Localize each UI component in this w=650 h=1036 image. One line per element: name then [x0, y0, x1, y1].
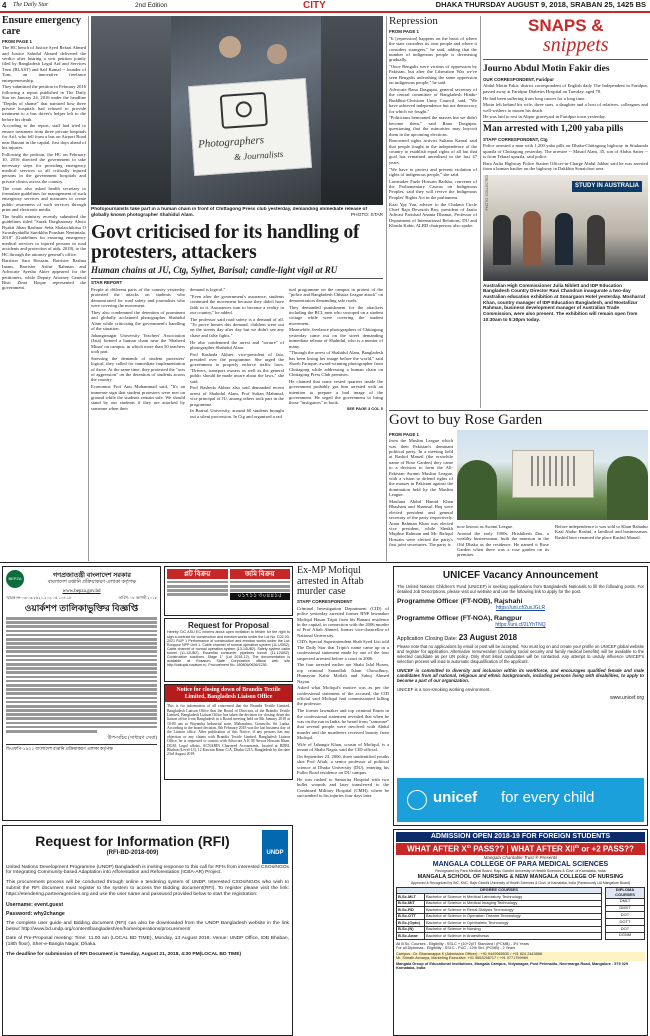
paragraph: Before independence it was sold to Khan Bahadur Kazi Abdur Rashid, a landlord and businessman. Rashid later renamed the place Rashid Manzil.: [555, 524, 648, 540]
paragraph: Lawmaker Fazle Hossain Badsha, convener of the Parliamentary Caucus on Indigenous Peoples, said they will revive the Indigenous Peoples' Rights Act in the parliament.: [389, 178, 477, 200]
land-sale-title: জমি বিক্রয়: [230, 569, 291, 579]
snap2-byline: STAFF CORRESPONDENT, Ctg: [483, 136, 548, 142]
paragraph: On September 23, 2006, three unidentified youths shot Prof Aftab, a senior professor of political science at Dhaka University (DU), entering his Fuller Road residence on DU campus.: [297, 754, 389, 776]
sale-ad: [164, 566, 293, 616]
mangala-contact-1: Campus : Dr. Bhavanappa K (Admission Officer) : +91 9449965530 / +91 824 2443888: [396, 952, 645, 956]
unicef-url[interactable]: www.unicef.org: [610, 694, 644, 701]
mofiqul-story: [297, 566, 389, 1036]
table-row: B.Sc.MIT Bachelor of Science in Medical Imaging Technology: [397, 900, 602, 907]
rfp-ad: [164, 618, 293, 682]
left-story: [2, 16, 86, 556]
bepza-dfp: ডিএফপি-১৯২১ বাংলাদেশ রপ্তানি প্রক্রিয়াকরণ এলাকা কর্তৃপক্ষ: [6, 744, 157, 751]
paragraph: The HC bench of Justice Syed Refaat Ahmed and Justice Sahidul Ahmed delivered the verdict after hearing a writ petition jointly filed by Bangladesh Legal Aid and Services Trust (BLAST) and Saif Kamal -- founder of Tom, an innovative freelance entrepreneurship.: [2, 45, 86, 83]
protest-photo: [91, 16, 383, 205]
bepza-memo: স্মারক নং-০৩.০৩.২৬২১.২০২.০৫.১০৪.১৮: [6, 595, 72, 600]
snap1-byline: OUR CORRESPONDENT, Faridpur: [483, 76, 554, 82]
repression-byline: FROM PAGE 1: [389, 29, 419, 35]
rfi-title: Request for Information (RFI): [35, 833, 230, 849]
paragraph: Police arrested a man with 1,200 yaba pills on Dhaka-Chittagong highway in Sitakunda upazila of Chittagong yesterday. The arrestee -- Masud Alam, 35, son of Abdus Satter -- is from Teknaf upazila, said police.: [483, 143, 648, 160]
main-story: [91, 223, 383, 558]
paragraph: He had been suffering from long cancer for a long time.: [483, 95, 586, 101]
globe-icon: [407, 790, 427, 810]
paragraph: Prof Rasheda Akhter, vice-president of Jata, presided over the programme. She urged the government to properly enforce traffic laws. "Drivers, transport owners as well as the general public should be made aware about the laws," she said.: [190, 351, 284, 384]
unicef-tagline: for every child: [501, 789, 595, 806]
bepza-notice-title: ওয়ার্কশপ তালিকাভুক্তির বিজ্ঞপ্তি: [24, 603, 139, 614]
main-subhead: Human chains at JU, Ctg, Sylhet, Barisal; candle-light vigil at RU: [91, 265, 338, 276]
unicef-deadline: 23 August 2018: [458, 632, 518, 642]
mangala-question-3: or +2 PASS??: [581, 844, 634, 854]
paragraph: "It [repression] happens on the basis of where the state considers its own people and where it considers strangers," he said, adding that the number of indigenous people is decreasing gradually.: [389, 35, 477, 63]
bepza-body-lines: [6, 617, 157, 733]
rose-col-1: [389, 430, 453, 549]
snap2-headline: Man arrested with 1,200 yaba pills: [483, 124, 624, 135]
paragraph: Renowned rights activist Sultana Kamal said that people fought in the independence of the country to establish equal rights of all but that goal has remained unrealised in the last 47 years.: [389, 138, 477, 165]
rfp-title: Request for Proposal: [188, 621, 269, 630]
bepza-signatory: উপ-সচিব (সাধারণ সেবা): [107, 735, 157, 741]
rfi-p2: This procurement process will be conducted through online e tendering system of UNDP. Interested CSOs/NGOs who wish to submit the RFI document must register to the system to access the Bidding document(RFI). To register please visit the link: https://etendering.partneragencies.org and use the user name and password provided below to start the registration:: [6, 880, 289, 897]
paragraph: The health ministry recently submitted the guidelines titled "Sarak Durghatonay Ahoto Byakti Jiban Bashnor Seba Shalaichikitsa O Swasthyabidhi Sarokkha Poushan Nentimala, 2018" (Guidelines for ensuring emergency medical services to injured persons in road accidents and protection of aids, 2018), to the HC through the attorney general's office.: [2, 213, 86, 257]
unicef-banner: [397, 778, 644, 822]
unicef-intro: The United Nations Children's Fund (UNICEF) is seeking applications from Bangladeshi Nationals to fill the following posts. For detailed Job Descriptions, please visit our website and use the following link to apply for the post.: [397, 583, 644, 594]
paragraph: demand is logical.": [190, 287, 226, 292]
undp-logo: UNDP: [262, 830, 288, 864]
placard-text-2: & Journalists: [233, 148, 284, 163]
mangala-school: MANGALA SCHOOL OF NURSING & NEW MANGALA COLLEGE OF NURSING: [417, 874, 624, 881]
mangala-question: WHAT AFTER Xth PASS?? | WHAT AFTER XIIth or +2 PASS??: [396, 843, 645, 855]
sale-phone: ০১৭১১ ৩০৪৪১৫: [230, 593, 291, 600]
table-row: B.Sc.(N) Bachelor of Science in Nursing: [397, 926, 602, 933]
unicef-link-2[interactable]: https://uni.cf/2LYhTNQ: [495, 621, 546, 628]
paragraph: "Politicians bemoaned the masses but we didn't become them," said Rana Dasgupta, questioning that the minorities may boycott them in the upcoming elections.: [389, 115, 477, 137]
paragraph: The court also asked health secretary to formulate guidelines for management of such emergency services and measures to create public awareness of such services through print and electronic media.: [2, 185, 86, 213]
plot-sale-title: প্লট বিক্রয়: [167, 569, 228, 579]
mangala-ad: [393, 829, 648, 1036]
paragraph: Wife of Jahangir Khan, cousin of Mofiqul, is a tenant of Shahi Nagar, said the CID official.: [297, 741, 389, 753]
expo-banner: STUDY IN AUSTRALIA: [572, 181, 642, 192]
unicef-post-2: Programme Officer (FT-NOA), Rangpur: [397, 614, 522, 622]
table-row: B.Sc.OTT Bachelor of Science in Operation Theatre Technology: [397, 913, 602, 920]
table-row: DOT: [606, 926, 645, 933]
paragraph: Stressing the demands of student protesters' logical, they called for immediate implementation of those. At the same time, they protested the "acts of aggression" on the detention of students across the country.: [91, 355, 185, 383]
edition-label: 2nd Edition: [135, 2, 168, 9]
paragraph: People at different parts of the country yesterday protested the attacks on students who demonstrated for road safety and journalists who were covering the movement.: [91, 287, 185, 309]
paragraph: They demanded punishment for the attackers including the BCL men who swooped on a student cottage while were covering the student movement.: [289, 304, 383, 326]
degree-table: [396, 887, 602, 940]
paragraph: Motin left behind his wife, three sons, a daughter and a host of relatives, colleagues and well-wishers to mourn his death.: [483, 102, 648, 113]
bepza-gov-title: গণপ্রজাতন্ত্রী বাংলাদেশ সরকার: [52, 572, 132, 580]
mangala-college: MANGALA COLLEGE OF PARA MEDICAL SCIENCES: [432, 860, 609, 868]
unicef-note-1: Please note that no applications by email or post will be accepted. You must log on and create your profile on UNICEF global website and register for application. Alternative remuneration (including social security and family medical benefits) will be available to the selected candidate as per UN policy. Only short listed candidates will be contacted. Any attempt to unduly influence UNICEF's selection process will lead to automatic disqualification of the applicant.: [397, 644, 644, 665]
photo-credit: PHOTO: STAR: [350, 212, 383, 218]
paragraph: "Through the arrest of Shahidul Alam, Bangladesh has been losing her image before the world," said Shoeb Faruque, award-winning photographer from Chittagong while addressing a human chain on Chittagong Press Club premises.: [289, 350, 383, 377]
placard-text-1: Photographers: [197, 134, 265, 151]
paragraph: They also condemned the detention of prominent and globally acclaimed photographer Shahidul Alam while criticising the government's handling of the situation.: [91, 309, 185, 332]
snap1-headline: Journo Abdul Motin Fakir dies: [483, 64, 610, 74]
mangala-address: Mangala Group of Educational Institutions, Mangala Campus, Vidyanagar, Post Pelenaidu, Neermarga Road, Mangalore - 575 029 Karnataka, India: [396, 961, 629, 971]
paragraph: Bara Aulia Highway Police Station Officer-in-Charge Abdul Jabbar said he was arrested from a human haulier on the highway in Dakkhin Sonaichari area.: [483, 160, 648, 172]
mangala-approved: Approved & Recognized by INC, KNC, Rajiv Gandhi University of Health Sciences & Govt. of Karnataka, India (Paramounty Ltd Mangalore Board): [411, 880, 630, 885]
paragraph: Maulana Abdul Hamid Khan Bhashani and Shamsul Haq were elected president and general secretary of the party respectively. Ataur Rahman Khan was elected vice president, while Sheikh Mujibur Rahman and Mr. Rafiqul Hossain were elected the party's first joint secretaries. The party is: [389, 498, 453, 548]
rose-headline: Govt to buy Rose Garden: [389, 412, 543, 428]
unicef-note-2: UNICEF is committed to diversity and inclusion within its workforce, and encourages qualified female and male candidates from all national, religious and ethnic backgrounds, including persons living with disabilities, to apply to become a part of our organization.: [397, 667, 644, 684]
paragraph: In Barisal University, around 60 students brought out a silent procession. In Ctg and organised a rad: [190, 408, 284, 419]
dateline: DHAKA THURSDAY AUGUST 9, 2018, SRABAN 25, 1425 BS: [435, 0, 646, 9]
paragraph: Following the petition, the HC on February 10, 2016 directed the government to take necessary steps for providing emergency medical services to all critically injured persons in the government hospitals and private clinics across the country.: [2, 151, 86, 184]
bepza-website[interactable]: www.bepza.gov.bd: [62, 589, 101, 594]
mangala-eligibility-1: All B.Sc. Courses - Eligibility : SSLC + (10+2)/IT Standard / (PCMB) - 3½ Years: [396, 941, 529, 946]
repression-headline: Repression: [389, 16, 438, 27]
diploma-title: DIPLOMA COURSES: [606, 887, 645, 898]
mofiqul-headline: Ex-MP Mofiqul arrested in Aftab murder case: [297, 566, 364, 597]
rfi-p3: The complete user guide and Bidding document (RFI) can also be downloaded from the UNDP Bangladesh website in the link below: http://www.bd.undp.org/content/bangladesh/en/home/operations/procurement/: [6, 920, 289, 932]
jump-line: SEE PAGE 3 COL 5: [346, 406, 383, 412]
paragraph: tual programme on the campus in protest of the "police and Bangladesh Chhatra League attack" on demonstrators demanding safe roads.: [289, 287, 383, 303]
unicef-link-1[interactable]: https://uni.cf/2uxJGLR: [495, 604, 546, 611]
mofiqul-byline: STAFF CORRESPONDENT: [297, 599, 353, 604]
unicef-smoke: UNICEF is a non-smoking working environment.: [397, 686, 491, 692]
rfi-deadline: The deadline for submission of RFI Document is Tuesday, August 21, 2018, 4:30 PM(LOCAL BD TIME): [6, 951, 242, 957]
table-row: DGNM: [606, 932, 645, 939]
unicef-deadline-label: Application Closing Date:: [397, 635, 458, 642]
paragraph: According to the report, staff had tried to ensure treatment from three private hospitals for Arif, who fell from a bus on Airport Road near Banani in the capital, first days ahead of his injuries.: [2, 123, 86, 151]
paragraph: He was rushed to Samorita Hospital with two bullet wounds and later transferred to the Combined Military Hospital (CMH), where he succumbed to his injuries four days later.: [297, 776, 389, 799]
table-row: B.Sc.MLT Bachelor of Science in Medical Laboratory Technology: [397, 894, 602, 901]
unicef-vacancy: [393, 566, 648, 826]
paragraph: The four arrested earlier are Shahi Jalal Hosen, top criminal Sanaullah Islam Chowdhury, Humayun Kabir Mollah and Sabuj Ahmed Nayan.: [297, 662, 389, 684]
snaps-title-2: snippets: [543, 34, 609, 56]
page-header: [0, 0, 650, 13]
paragraph: "Once Bengalis were victims of oppression by Pakistan, but after the Liberation War we've seen Bengalis unleashing the same oppression on indigenous people," he said.: [389, 64, 477, 86]
paragraph: Abdul Motin Fakir, district correspondent of English daily The Independent in Faridpur, passed away at Faridpur Diabetes Hospital on Tuesday, aged 78.: [483, 83, 648, 94]
unicef-title: UNICEF Vacancy Announcement: [442, 570, 599, 581]
placard: [188, 78, 312, 176]
mangala-trust: Mangala Charitable Trust ® Presents: [483, 855, 558, 861]
paragraph: now known as Awami League.: [457, 524, 514, 529]
rfi-username: Username: event.guest: [6, 901, 64, 908]
main-col-1: [91, 287, 185, 412]
rose-garden-photo: [457, 430, 648, 520]
rfi-ref: (RFI-BD-2018-009): [106, 849, 159, 856]
repression-story: [389, 16, 477, 408]
rfi-p1: United Nations Development Programme (UNDP) Bangladesh is inviting response to this call for RFIs from interested CSOs/NGOs for Integrating Community-based Adaptation into Afforestation and Reforestation (ICBA-AR) Project.: [6, 864, 289, 876]
paragraph: They submitted the petition in February 2016 following a report published in The Daily Star on January 24, 2016 under the headline "Depths of shame" that narrated how three private hospitals had refused to provide treatment to a bus driver's helper left to die before his death.: [2, 84, 86, 122]
rfi-meeting: Date of Pre-Proposal meeting: Time: 11.00 am (LOCAL BD TIME), Monday, 13 August 2018. Venue: UNDP Office, IDB Bhaban, (18th floor), Sher-e-Bangla Nagar, Dhaka.: [6, 936, 289, 948]
rose-byline: FROM PAGE 1: [389, 431, 419, 437]
paragraph: He claimed that some vested quarters inside the government probably got him arrested with an intention to prepare a bad image of the government. He urged the government to bring those "instigators" to book.: [289, 378, 383, 406]
brandix-notice: [164, 684, 293, 780]
bepza-notice: [2, 566, 161, 821]
mangala-question-2: PASS?? | WHAT AFTER XII: [473, 844, 575, 854]
paragraph: Advocate Rana Dasgupta, general secretary of the central committee of Bangladesh Hindu-Buddhist-Christian Unity Council, said, "We have achieved independence but not democracy for which we fought.": [389, 86, 477, 114]
diploma-table: [605, 887, 645, 940]
unicef-brand: unicef: [433, 789, 478, 806]
paragraph: Economist Prof Anu Muhammad said, "It's an immense sign that student protesters were met on ground while the students remain safe. We should stand by our students if they are attacked by someone when their: [91, 384, 185, 411]
snaps-title: [483, 16, 648, 60]
paragraph: Criminal Investigation Department (CID) of police yesterday arrested former BNP lawmaker Mofiqul Hasan Tripti from his Banani residence in the capital, in connection with the 2006 murder of Prof Aftab Ahmed, former vice-chancellor of National University.: [297, 605, 389, 638]
mangala-recog: Recognized by Para Medical Board, Raju Gandhi University of Health Sciences & Govt. of Karnataka, India: [435, 868, 606, 873]
expo-photo: [483, 175, 648, 281]
paragraph: The former lawmaker and top criminal Emon in the confessional statement revealed that when he was on the run in India, he heard from "someone" that several people were involved with Abdul murder and the murderers received bounty from Mofiqul.: [297, 708, 389, 741]
paragraph: Kazi Ypy Yan, adviser to the Chakma Circle Chief Raja Devasish Roy, president of Jaatio Adivasi Parishad Ananta Dhamai, Professor of Department of International Relations, DU and Khushi Kabir, ALRD chairperson, also spoke.: [389, 201, 477, 229]
paragraph: Asked what Mofiqul's motive was as per the confessional statement of the accused, the CID official said Mofiqul had commissioned killing the professor.: [297, 685, 389, 707]
camera-icon: [220, 92, 268, 129]
paragraph: Around the early 1900s, Hrishikesh Das, a wealthy businessman, built the mansion in the Old Dhaka as the residence. He named it Rose Garden when there was a rose garden on its premises.: [457, 530, 549, 558]
paragraph: "We have to protect and prevent violation of rights of indigenous people," she said.: [389, 166, 477, 177]
bepza-org: বাংলাদেশ রপ্তানি প্রক্রিয়াকরণ এলাকা কর্তৃপক্ষ: [47, 579, 137, 585]
left-story-byline: FROM PAGE 1: [2, 38, 32, 44]
mangala-admission: ADMISSION OPEN 2018-19 FOR FOREIGN STUDENTS: [396, 832, 645, 842]
rose-col-2: [457, 524, 549, 559]
expo-caption: Australian High Commissioner Julia Niblett and IDP Education Bangladesh Country Director Ravi Chandran inaugurate a two-day Australian education exhibition at Sonargaon Hotel yesterday. Mosharraf Khan, country manager of IDP Education Bangladesh, and Mostafizur Rahman, business development manager of Australian Trade Commission, were also present. The exhibition will remain open from 10:30am to 5:30pm today.: [483, 282, 646, 322]
rose-col-3: [555, 524, 648, 542]
table-row: B.Sc.Anae Bachelor of Science in Anaesthesia: [397, 933, 602, 940]
table-row: B.Sc.(Opto) Bachelor of Science in Ophthalmic Technology: [397, 920, 602, 927]
snaps-title-1: SNAPS &: [528, 16, 604, 35]
bepza-date: তারিখ: ০৮ আগস্ট ২০১৮: [118, 595, 157, 600]
paragraph: from the Muslim League which was then Pakistan's dominant political party. In a meeting held at Rashid Manzil (the erstwhile name of Rose Garden) they came to a decision to form the All-Pakistan Awami Muslim League, with a vision to defend rights of the masses in Pakistan against the domination held by the Muslim League.: [389, 438, 453, 498]
paragraph: He also condemned the arrest and "torture" of photographer Shahidul Alam.: [190, 339, 284, 350]
paragraph: Jahangirnagar University Teachers' Association (Jata) formed a human chain near the 'Shaheed Minar' on campus, in which more than 50 teachers took part.: [91, 332, 185, 355]
main-byline: STAR REPORT: [91, 280, 123, 286]
mangala-eligibility-2: For all Diplomas - Eligibility : SSLC - PUC - 12th Std. (PCMB) - 2 Years: [396, 946, 516, 951]
rfp-body: Hereby CIC ASU EC informs about open invitation to tender for the right to sign a contract for construction and erection works under the Lot No. C02-03-2021 RUP 1 Performance of construction and erection works under the Lot: Rooppur NPP Unit 1. Cable channel of normal operation system (11-UGB2). Cable channel of normal operation system (13-14UB2). Safety system cable tunnel (11-12UBZ). Essential consumer pipelines tunnel (11-12UBZ). Construction solutions. Stage 1" (Lot 2018-12). The documentation is available at Rosatom State Corporation official web site http://zakupki.rosatom.ru. Procurement No. 180806/0636/1236.: [167, 630, 290, 668]
paragraph: "Even after the government's assurance, students continued the movement because they didn't have faith in it. Assurances turn to become a reality in our country," he added.: [190, 293, 284, 315]
brandix-body: This is for information of all concerned that the Brandix Textile Limited, Bangladesh Liaison Office that the Board of Directors of the Brandix Textile Limited, Bangladesh Liaison Office has taken the decision for closing down the liaison office from Bangladesh in a Board meeting held on 8th January 2018 at 10:00 am at Wayamba industrial zone, Makandura, Gonawila, Sri Lanka. According to the board decision, 8th February 2018 was the last business day of the Liaison office. After publication of this Notice, if any persons has any objection or any claims with Brandix Textile Limited, Bangladesh Liaison Office, he is requested to contact with Advocate A K M Anwar Hossain Khan, DGM, Legal affairs, ACNABIN Chartered Accountants, located at BDBL Bhaban (Level-13), 12 Kawran Bazar C/A, Dhaka-1215, Bangladesh by the date 23rd August 2018.: [167, 704, 290, 757]
mangala-question-1: WHAT AFTER X: [407, 844, 467, 854]
paragraph: Meanwhile, freelance photographers of Chittagong yesterday came out on the street demanding immediate release of Shahidul, who is a mentor of many.: [289, 327, 383, 349]
paragraph: The professor said road safety is a demand of all. "To prove homes this demand, children were out on the streets day after day but we didn't see any chase and false fights.": [190, 316, 284, 338]
degree-title: DEGREE COURSES: [397, 887, 602, 894]
unicef-post-1: Programme Officer (FT-NOB), Rajshahi: [397, 597, 523, 605]
table-row: DOTT: [606, 919, 645, 926]
left-story-body: [2, 45, 86, 291]
main-col-2: [190, 287, 284, 420]
main-col-3: [289, 287, 383, 413]
paragraph: Barrister Sara Hossain, Barrister Rashna Imam, Barrister Arifur Rahman and Advocate Ayesha Akter appeared for the petitioners, while Deputy Attorney General Bisti Zinat Hoque represented the government.: [2, 258, 86, 291]
paragraph: CID's Special Superintendent Shah Syed Lisi told The Daily Star that Tripti's name came up in a confessional statement made by one of the four suspected arrested before a court in 2006.: [297, 639, 389, 661]
masthead: The Daily Star: [13, 2, 49, 8]
bepza-logo: BEPZA: [6, 570, 24, 588]
paragraph: He was laid to rest in Alipur graveyard in Faridpur town yesterday.: [483, 114, 606, 120]
page-number: 4: [2, 1, 7, 10]
rfi-password: Password: why2change: [6, 910, 65, 917]
main-headline: Govt criticised for its handling of protesters, attackers: [91, 223, 360, 264]
table-row: DOT: [606, 912, 645, 919]
expo-credit: PHOTO: COLLECTED: [485, 174, 489, 211]
table-row: B.Sc.RD Bachelor of Science in Renal Dialysis Technology: [397, 907, 602, 914]
section-title: CITY: [303, 0, 326, 11]
table-row: DMXT: [606, 905, 645, 912]
photo-caption: [91, 207, 383, 221]
left-story-headline: Ensure emergency care: [2, 16, 81, 37]
table-row: DMLT: [606, 898, 645, 905]
paragraph: Prof Rasheda Akhter also said demanded recent arrest of Shahidul Alam, Prof Sultan Mahmud, vice principal of JU, among others took part in the programme.: [190, 385, 284, 407]
rose-garden-story: [389, 410, 648, 562]
brandix-title: Notice for closing down of Brandix Textile Limited, Bangladesh Liaison Office: [165, 685, 292, 702]
rfi-ad: [2, 825, 293, 1036]
snaps-column: [483, 16, 648, 408]
mangala-contact-2: Mr. Srinath Acharya, Marketing Executive: +91 9663258717 / +91 9771759969: [396, 956, 645, 960]
photo-caption-text: Photojournalists take part in a human chain in front of Chittagong Press club yesterday, demanding immediate release of globally known photographer Shahidul Alam.: [91, 207, 368, 218]
